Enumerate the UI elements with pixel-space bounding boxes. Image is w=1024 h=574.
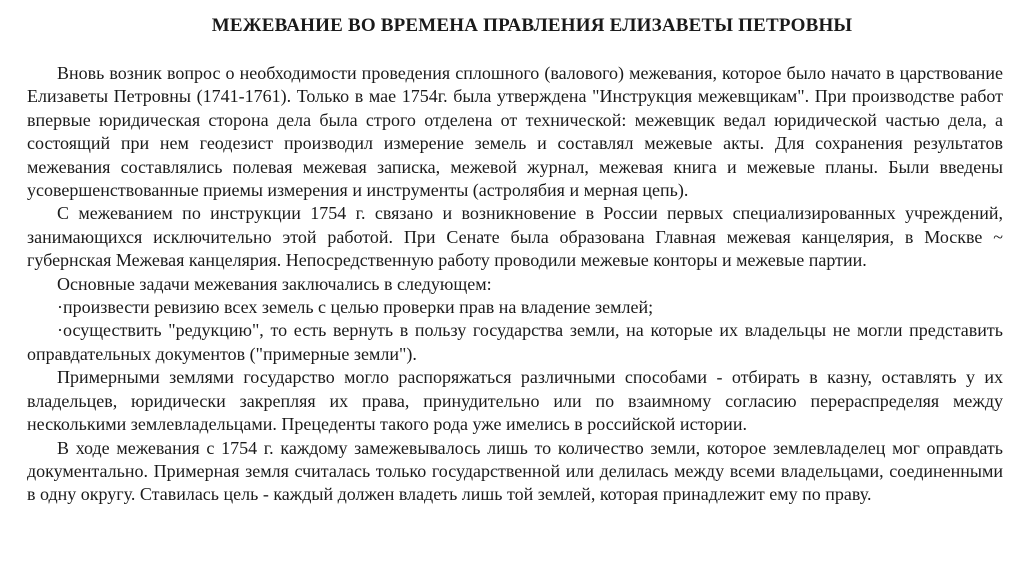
document-body (27, 62, 1003, 507)
paragraph-lands: Примерными землями государство могло распоряжаться различными способами - отбирать в казну, оставлять у их владельцев, юридически закрепляя их права, принудительно или по взаимному согласию перераспределяя между несколькими землевладельцами. Прецеденты такого рода уже имелись в российской истории. (27, 367, 1003, 435)
paragraph-tasks-heading: Основные задачи межевания заключались в следующем: (57, 273, 492, 294)
page-title: МЕЖЕВАНИЕ ВО ВРЕМЕНА ПРАВЛЕНИЯ ЕЛИЗАВЕТЫ ПЕТРОВНЫ (211, 15, 853, 36)
paragraph-intro: Вновь возник вопрос о необходимости проведения сплошного (валового) межевания, которое было начато в царствование Елизаветы Петровны (1741-1761). Только в мае 1754г. была утверждена "Инструкция межевщикам". При производстве работ впервые юридическая сторона дела была строго отделена от технической: межевщик ведал юридической частью дела, а состоящий при нем геодезист производил измерение земель и составлял межевые акты. Для сохранения результатов межевания составлялись полевая межевая записка, межевой журнал, межевая книга и межевые планы. Были введены усовершенствованные приемы измерения и инструменты (астролябия и мерная цепь). (27, 63, 1003, 201)
paragraph-task-reduction: ·осуществить "редукцию", то есть вернуть в пользу государства земли, на которые их владельцы не могли представить оправдательных документов ("примерные земли"). (27, 320, 1003, 364)
paragraph-institutions: С межеванием по инструкции 1754 г. связано и возникновение в России первых специализированных учреждений, занимающихся исключительно этой работой. При Сенате была образована Главная межевая канцелярия, в Москве ~ губернская Межевая канцелярия. Непосредственную работу проводили межевые конторы и межевые партии. (27, 203, 1003, 271)
paragraph-conclusion: В ходе межевания с 1754 г. каждому замежевывалось лишь то количество земли, которое землевладелец мог оправдать документально. Примерная земля считалась только государственной или делилась между всеми владельцами, соединенными в одну округу. Ставилась цель - каждый должен владеть лишь той землей, которая принадлежит ему по праву. (27, 437, 1003, 505)
paragraph-task-revision: ·произвести ревизию всех земель с целью проверки прав на владение землей; (57, 297, 654, 318)
